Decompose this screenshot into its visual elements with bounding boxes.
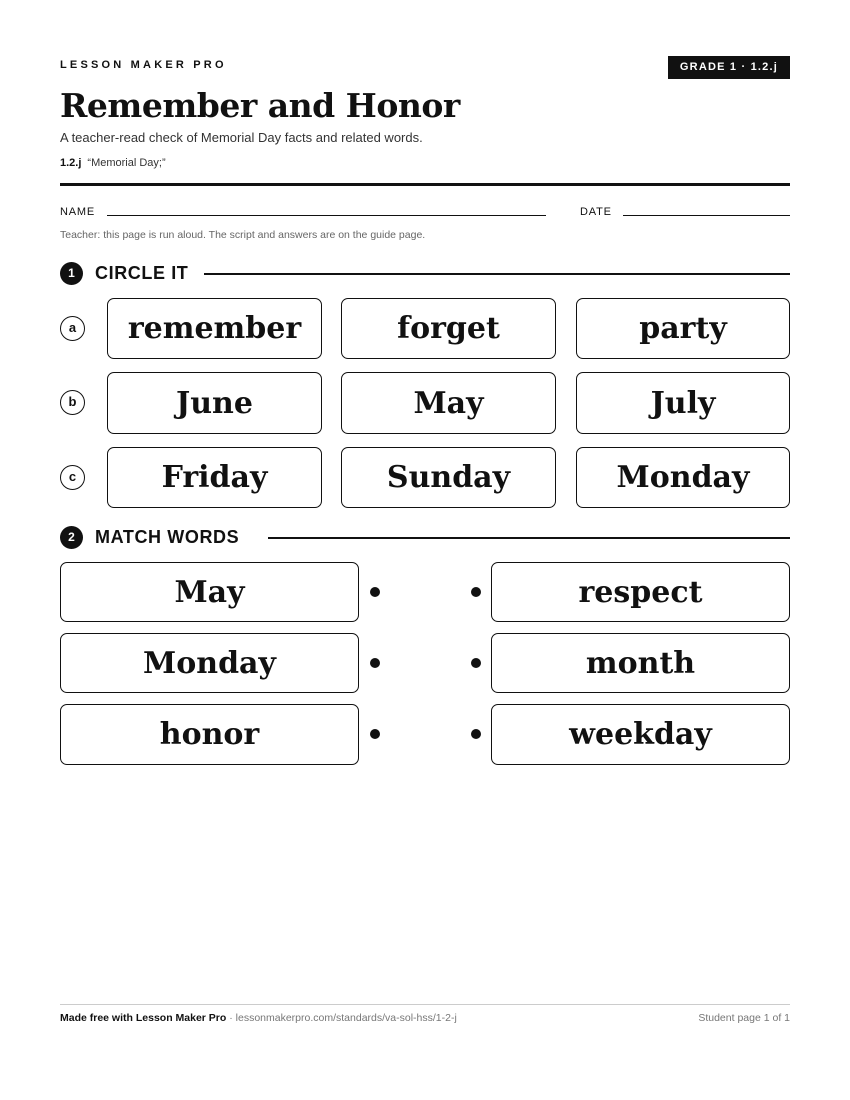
match-right-dot[interactable] bbox=[471, 658, 481, 668]
match-left-dot[interactable] bbox=[370, 729, 380, 739]
circle-word-option[interactable]: Friday bbox=[107, 447, 322, 508]
header-divider bbox=[60, 183, 790, 186]
match-left-word[interactable]: honor bbox=[60, 704, 359, 765]
match-right-word[interactable]: respect bbox=[491, 562, 790, 622]
section-number-badge: 1 bbox=[60, 262, 83, 285]
circle-word-option[interactable]: Monday bbox=[576, 447, 790, 508]
page-subtitle: A teacher-read check of Memorial Day facts and related words. bbox=[60, 130, 423, 145]
standard-line bbox=[60, 157, 166, 169]
match-left-dot[interactable] bbox=[370, 658, 380, 668]
section-title: CIRCLE IT bbox=[95, 263, 198, 284]
footer-brand: Made free with Lesson Maker Pro bbox=[60, 1012, 227, 1024]
teacher-note: Teacher: this page is run aloud. The script and answers are on the guide page. bbox=[60, 229, 426, 241]
row-letter-b: b bbox=[60, 390, 85, 415]
circle-word-option[interactable]: June bbox=[107, 372, 322, 434]
footer-divider bbox=[60, 1004, 790, 1005]
section-number-badge: 2 bbox=[60, 526, 83, 549]
worksheet-page bbox=[60, 0, 790, 1100]
circle-word-option[interactable]: party bbox=[576, 298, 790, 359]
circle-word-option[interactable]: Sunday bbox=[341, 447, 556, 508]
top-bar bbox=[60, 56, 790, 78]
circle-word-option[interactable]: July bbox=[576, 372, 790, 434]
match-right-word[interactable]: weekday bbox=[491, 704, 790, 765]
date-field-line[interactable] bbox=[623, 215, 790, 216]
footer-page-number: Student page 1 of 1 bbox=[698, 1012, 790, 1024]
section-rule bbox=[268, 537, 790, 539]
name-field-line[interactable] bbox=[107, 215, 546, 216]
footer-credit bbox=[60, 1012, 457, 1024]
section-match-words-header bbox=[60, 525, 790, 549]
brand-label: LESSON MAKER PRO bbox=[60, 59, 227, 71]
section-rule bbox=[204, 273, 790, 275]
page-title: Remember and Honor bbox=[60, 86, 460, 125]
circle-word-option[interactable]: May bbox=[341, 372, 556, 434]
circle-word-option[interactable]: forget bbox=[341, 298, 556, 359]
date-label: DATE bbox=[580, 206, 612, 218]
circle-word-option[interactable]: remember bbox=[107, 298, 322, 359]
row-letter-a: a bbox=[60, 316, 85, 341]
name-label: NAME bbox=[60, 206, 95, 218]
match-right-word[interactable]: month bbox=[491, 633, 790, 693]
row-letter-c: c bbox=[60, 465, 85, 490]
footer-url[interactable]: · lessonmakerpro.com/standards/va-sol-hss/1-2-j bbox=[226, 1012, 457, 1024]
section-circle-it-header bbox=[60, 261, 790, 285]
match-right-dot[interactable] bbox=[471, 729, 481, 739]
grade-badge: GRADE 1 · 1.2.j bbox=[668, 56, 790, 79]
section-title: MATCH WORDS bbox=[95, 527, 249, 548]
standard-code: 1.2.j bbox=[60, 157, 82, 169]
match-left-word[interactable]: May bbox=[60, 562, 359, 622]
standard-text: “Memorial Day;” bbox=[87, 157, 166, 169]
match-left-word[interactable]: Monday bbox=[60, 633, 359, 693]
match-left-dot[interactable] bbox=[370, 587, 380, 597]
match-right-dot[interactable] bbox=[471, 587, 481, 597]
